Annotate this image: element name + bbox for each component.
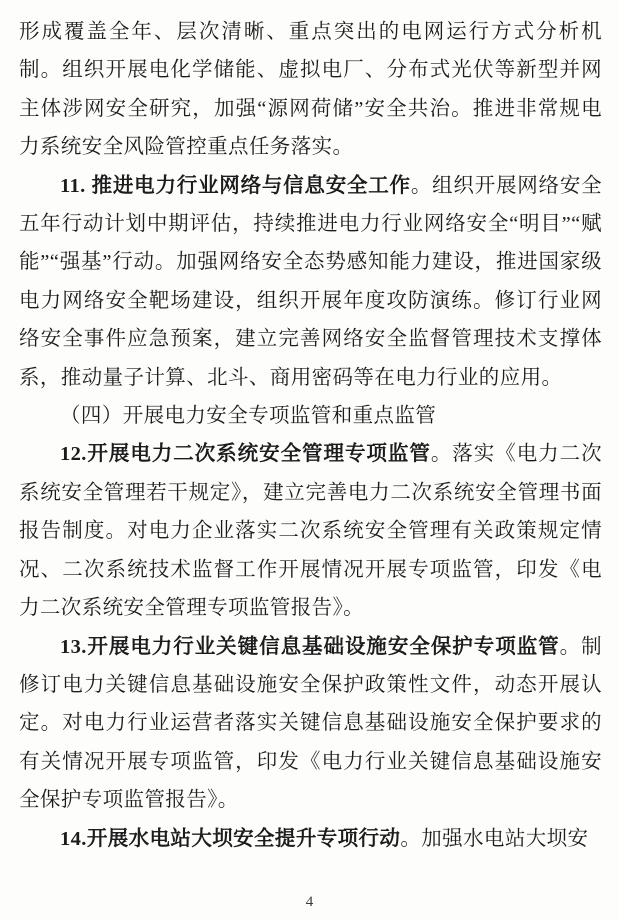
paragraph-body-text: 形成覆盖全年、层次清晰、重点突出的电网运行方式分析机制。组织开展电化学储能、虚拟电厂、分布式光伏等新型并网主体涉网安全研究，加强“源网荷储”安全共治。推进非常规电力系统安全风险管控重点任务落实。 (19, 21, 602, 159)
paragraph-heading-text: 14.开展水电站大坝安全提升专项行动 (60, 827, 401, 850)
paragraph-numbered-item (19, 167, 602, 397)
paragraph-section-heading (19, 397, 602, 435)
paragraph-heading-text: 12.开展电力二次系统安全管理专项监管 (60, 443, 431, 466)
paragraph-body-text: （四）开展电力安全专项监管和重点监管 (60, 405, 437, 428)
paragraph-body-text: 。加强水电站大坝安 (400, 827, 589, 850)
paragraph-heading-text: 13.开展电力行业关键信息基础设施安全保护专项监管 (60, 635, 560, 658)
page-number: 4 (305, 894, 314, 910)
document-content (19, 13, 602, 858)
paragraph-body-continuation (19, 13, 602, 167)
paragraph-body-text: 。落实《电力二次系统安全管理若干规定》，建立完善电力二次系统安全管理书面报告制度。对电力企业落实二次系统安全管理有关政策规定情况、二次系统技术监督工作开展情况开展专项监管，印发《电力二次系统安全管理专项监管报告》。 (19, 443, 602, 620)
paragraph-numbered-item (19, 435, 602, 627)
paragraph-numbered-item (19, 628, 602, 820)
paragraph-heading-text: 11. 推进电力行业网络与信息安全工作 (60, 174, 411, 197)
paragraph-body-text: 。组织开展网络安全五年行动计划中期评估，持续推进电力行业网络安全“明目”“赋能”“强基”行动。加强网络安全态势感知能力建设，推进国家级电力网络安全靶场建设，组织开展年度攻防演练。修订行业网络安全事件应急预案，建立完善网络安全监督管理技术支撑体系，推动量子计算、北斗、商用密码等在电力行业的应用。 (19, 174, 603, 389)
paragraph-body-text: 。制修订电力关键信息基础设施安全保护政策性文件，动态开展认定。对电力行业运营者落实关键信息基础设施安全保护要求的有关情况开展专项监管，印发《电力行业关键信息基础设施安全保护专项监管报告》。 (19, 635, 602, 812)
paragraph-numbered-item (19, 820, 602, 858)
